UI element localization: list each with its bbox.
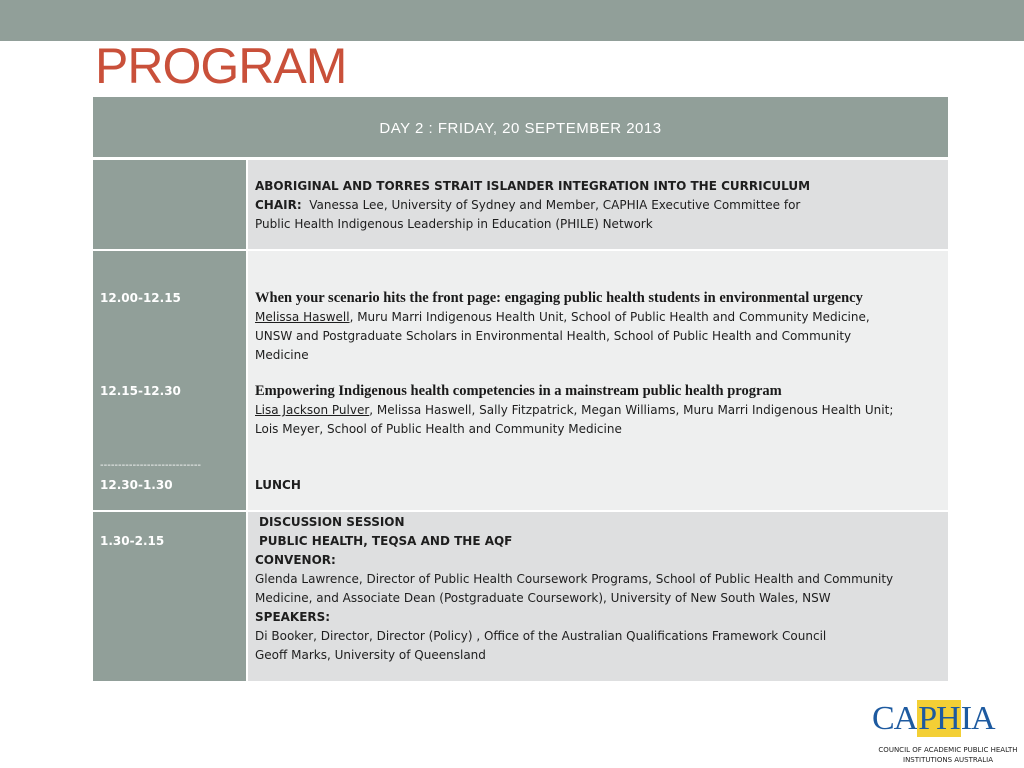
talk-2-affil-line-1 bbox=[255, 401, 945, 420]
time-divider: ---------------------------- bbox=[100, 460, 202, 471]
logo-wordmark: CAPHIA bbox=[872, 700, 995, 737]
chair-label: CHAIR: bbox=[255, 198, 302, 212]
discussion-topic: PUBLIC HEALTH, TEQSA AND THE AQF bbox=[259, 534, 513, 548]
session-3-text bbox=[255, 513, 945, 665]
time-lunch: 12.30-1.30 bbox=[100, 478, 173, 492]
convenor-label: CONVENOR: bbox=[255, 553, 336, 567]
content-cell bbox=[248, 160, 948, 249]
time-discussion: 1.30-2.15 bbox=[100, 534, 165, 548]
session-row-2 bbox=[93, 251, 948, 510]
talk-1-affil-line-1 bbox=[255, 308, 945, 327]
content-cell bbox=[248, 512, 948, 681]
session-row-3 bbox=[93, 512, 948, 681]
convenor-line-2: Medicine, and Associate Dean (Postgraduate Coursework), University of New South Wales, NSW bbox=[255, 591, 831, 605]
chair-text: Vanessa Lee, University of Sydney and Member, CAPHIA Executive Committee for bbox=[309, 198, 801, 212]
logo-subtitle: COUNCIL OF ACADEMIC PUBLIC HEALTH INSTITUTIONS AUSTRALIA bbox=[878, 746, 1018, 764]
convenor-line-1: Glenda Lawrence, Director of Public Health Coursework Programs, School of Public Health and Community bbox=[255, 572, 894, 586]
day-header: DAY 2 : FRIDAY, 20 SEPTEMBER 2013 bbox=[93, 97, 948, 157]
talk-2 bbox=[255, 382, 945, 439]
discussion-heading: DISCUSSION SESSION bbox=[259, 515, 405, 529]
talk-1-affil-2: UNSW and Postgraduate Scholars in Environmental Health, School of Public Health and Community bbox=[255, 329, 852, 343]
speakers-label: SPEAKERS: bbox=[255, 610, 331, 624]
time-cell bbox=[93, 251, 246, 510]
lunch-label: LUNCH bbox=[255, 478, 301, 492]
session-1-text bbox=[255, 177, 945, 234]
talk-1-affil-1: , Muru Marri Indigenous Health Unit, School of Public Health and Community Medicine, bbox=[349, 310, 870, 324]
time-cell bbox=[93, 512, 246, 681]
page-title: PROGRAM bbox=[95, 38, 347, 94]
chair-text-2: Public Health Indigenous Leadership in Education (PHILE) Network bbox=[255, 217, 653, 231]
speaker-2: Geoff Marks, University of Queensland bbox=[255, 648, 486, 662]
talk-2-affil-2: Lois Meyer, School of Public Health and Community Medicine bbox=[255, 422, 622, 436]
talk-1 bbox=[255, 289, 945, 365]
speaker-1: Di Booker, Director, Director (Policy) , Office of the Australian Qualifications Framework Council bbox=[255, 629, 827, 643]
session-heading: ABORIGINAL AND TORRES STRAIT ISLANDER INTEGRATION INTO THE CURRICULUM bbox=[255, 179, 811, 193]
talk-2-affil-1: , Melissa Haswell, Sally Fitzpatrick, Megan Williams, Muru Marri Indigenous Health Unit; bbox=[369, 403, 894, 417]
talk-1-presenter: Melissa Haswell bbox=[255, 310, 350, 324]
chair-line bbox=[255, 196, 945, 215]
content-cell bbox=[248, 251, 948, 510]
session-row-1 bbox=[93, 160, 948, 249]
talk-1-affil-3: Medicine bbox=[255, 348, 309, 362]
top-bar bbox=[0, 0, 1024, 41]
caphia-logo bbox=[872, 700, 1024, 768]
time-cell bbox=[93, 160, 246, 249]
time-talk-1: 12.00-12.15 bbox=[100, 291, 181, 305]
talk-2-presenter: Lisa Jackson Pulver bbox=[255, 403, 370, 417]
time-talk-2: 12.15-12.30 bbox=[100, 384, 181, 398]
talk-1-title: When your scenario hits the front page: engaging public health students in environmental urgency bbox=[255, 290, 863, 306]
talk-2-title: Empowering Indigenous health competencies in a mainstream public health program bbox=[255, 383, 782, 399]
